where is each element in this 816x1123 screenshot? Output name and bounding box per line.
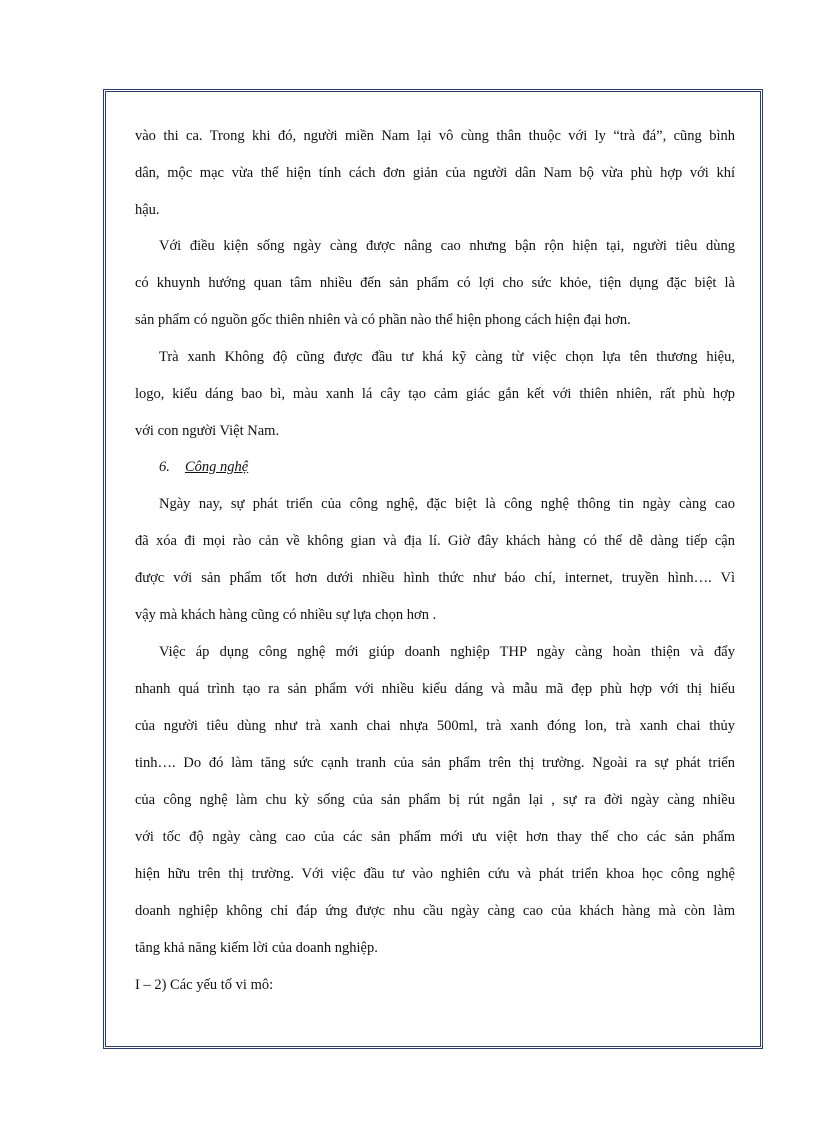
section-heading-technology	[159, 456, 248, 478]
section-heading-micro-factors: I – 2) Các yếu tố vi mô:	[135, 977, 274, 993]
paragraph-line: của người tiêu dùng như trà xanh chai nhựa 500ml, trà xanh đóng lon, trà xanh chai thủy	[135, 718, 735, 734]
paragraph-line: với tốc độ ngày càng cao của các sản phẩm mới ưu việt hơn thay thế cho các sản phẩm	[135, 829, 735, 845]
paragraph-line: doanh nghiệp không chỉ đáp ứng được nhu cầu ngày càng cao của khách hàng mà còn làm	[135, 903, 735, 919]
paragraph-line: Với điều kiện sống ngày càng được nâng cao nhưng bận rộn hiện tại, người tiêu dùng	[159, 238, 735, 254]
paragraph-line: Việc áp dụng công nghệ mới giúp doanh nghiệp THP ngày càng hoàn thiện và đẩy	[159, 644, 735, 660]
paragraph-line: hậu.	[135, 202, 160, 218]
paragraph-line: của công nghệ làm chu kỳ sống của sản phẩm bị rút ngắn lại , sự ra đời ngày càng nhiều	[135, 792, 735, 808]
paragraph-line: dân, mộc mạc vừa thể hiện tính cách đơn giản của người dân Nam bộ vừa phù hợp với khí	[135, 165, 735, 181]
paragraph-line: hiện hữu trên thị trường. Với việc đầu tư vào nghiên cứu và phát triển khoa học công nghệ	[135, 866, 735, 882]
paragraph-line: với con người Việt Nam.	[135, 423, 280, 439]
paragraph-line: được với sản phẩm tốt hơn dưới nhiều hình thức như báo chí, internet, truyền hình…. Vì	[135, 570, 735, 586]
heading-title: Công nghệ	[185, 459, 249, 475]
paragraph-line: tinh…. Do đó làm tăng sức cạnh tranh của sản phẩm trên thị trường. Ngoài ra sự phát triển	[135, 755, 735, 771]
paragraph-line: vậy mà khách hàng cũng có nhiều sự lựa chọn hơn .	[135, 607, 437, 623]
paragraph-line: Ngày nay, sự phát triển của công nghệ, đặc biệt là công nghệ thông tin ngày càng cao	[159, 496, 735, 512]
paragraph-line: Trà xanh Không độ cũng được đầu tư khá kỹ càng từ việc chọn lựa tên thương hiệu,	[159, 349, 735, 365]
paragraph-line: vào thi ca. Trong khi đó, người miền Nam lại vô cùng thân thuộc với ly “trà đá”, cũng bình	[135, 128, 735, 144]
paragraph-line: đã xóa đi mọi rào cản về không gian và địa lí. Giờ đây khách hàng có thể dễ dàng tiếp cận	[135, 533, 735, 549]
paragraph-line: logo, kiểu dáng bao bì, màu xanh lá cây tạo cảm giác gắn kết với thiên nhiên, rất phù hợp	[135, 386, 735, 402]
paragraph-line: có khuynh hướng quan tâm nhiều đến sản phẩm có lợi cho sức khỏe, tiện dụng đặc biệt là	[135, 275, 735, 291]
heading-number: 6.	[159, 459, 170, 475]
paragraph-line: nhanh quá trình tạo ra sản phẩm với nhiều kiểu dáng và mẫu mã đẹp phù hợp với thị hiếu	[135, 681, 735, 697]
paragraph-line: sản phẩm có nguồn gốc thiên nhiên và có phần nào thể hiện phong cách hiện đại hơn.	[135, 312, 631, 328]
paragraph-line: tăng khả năng kiếm lời của doanh nghiệp.	[135, 940, 378, 956]
